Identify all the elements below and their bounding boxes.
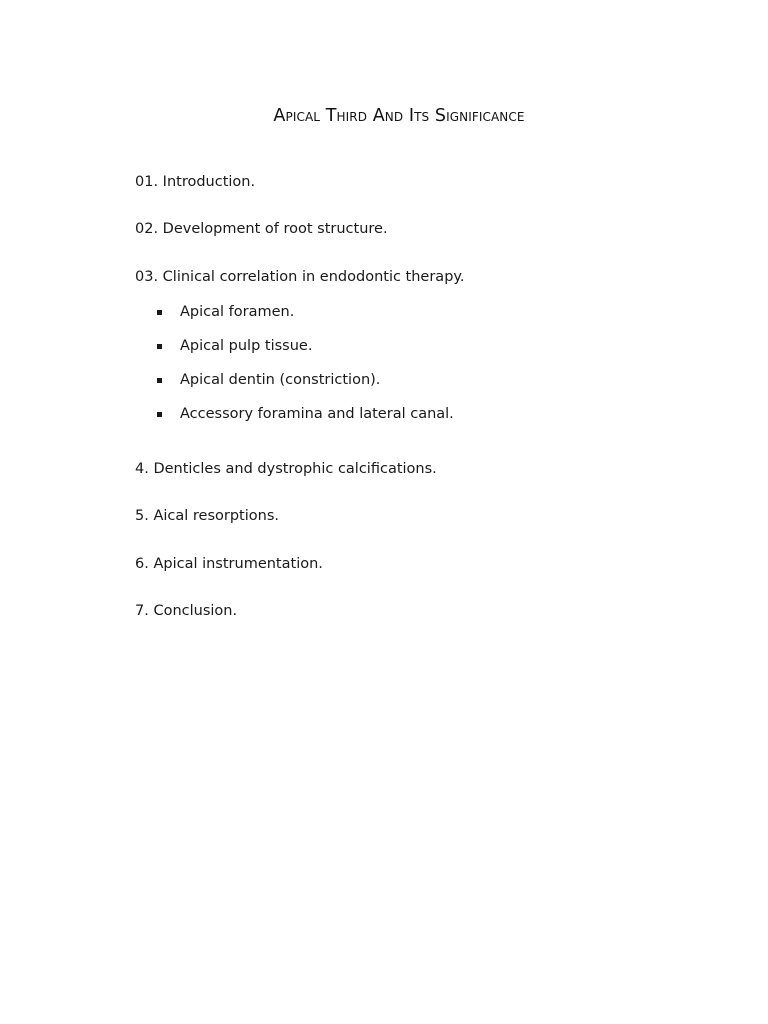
sub-item-accessory-foramina [157,405,454,423]
sub-item-label: Accessory foramina and lateral canal. [180,406,454,422]
outline-item-resorptions: 5. Aical resorptions. [135,508,279,524]
outline-item-instrumentation: 6. Apical instrumentation. [135,556,323,572]
document-title: Apical Third And Its Significance [273,106,525,126]
sub-item-apical-dentin [157,371,380,389]
sub-item-label: Apical foramen. [180,304,295,320]
sub-item-apical-foramen [157,303,294,321]
square-bullet-icon [157,344,162,349]
outline-item-clinical-correlation: 03. Clinical correlation in endodontic therapy. [135,269,465,285]
sub-item-label: Apical dentin (constriction). [180,372,381,388]
sub-item-apical-pulp-tissue [157,337,312,355]
square-bullet-icon [157,310,162,315]
outline-item-denticles: 4. Denticles and dystrophic calcifications. [135,461,437,477]
outline-item-development: 02. Development of root structure. [135,221,388,237]
outline-item-conclusion: 7. Conclusion. [135,603,238,619]
square-bullet-icon [157,412,162,417]
outline-item-introduction: 01. Introduction. [135,174,256,190]
sub-item-label: Apical pulp tissue. [180,338,313,354]
square-bullet-icon [157,378,162,383]
